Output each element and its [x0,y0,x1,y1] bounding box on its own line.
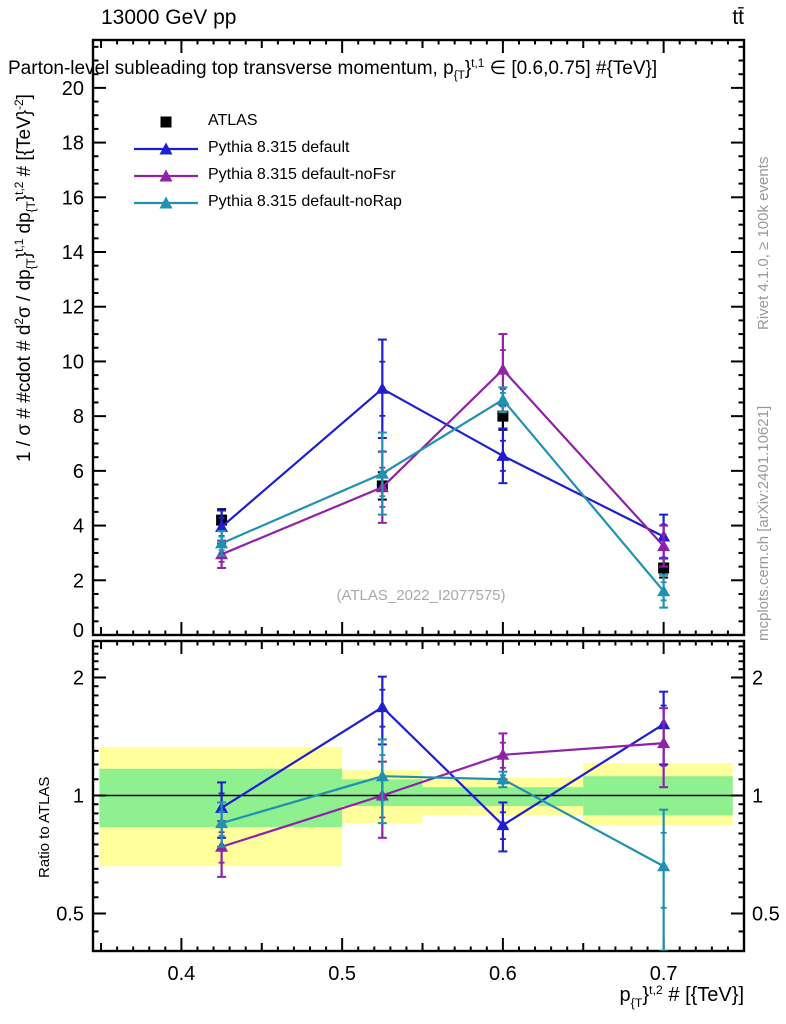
legend [133,112,402,211]
ratio-y-tick-label: 1 [72,785,84,808]
ratio-y-tick-label-right: 2 [752,667,764,690]
legend-item-label: Pythia 8.315 default-noFsr [208,166,396,183]
main-y-tick-label: 4 [72,515,84,538]
label-segment: Parton-level subleading top transverse momentum, p [8,58,454,79]
data-point-marker [215,537,228,549]
label-segment: } [14,251,35,259]
legend-square-marker-icon [133,113,199,129]
series-pythia-8-315-default-norap [215,387,670,607]
data-point-marker [376,701,389,713]
x-tick-label: 0.7 [649,963,678,985]
legend-line-marker-icon [133,167,199,183]
label-segment: {T [453,69,465,83]
main-y-tick-label: 12 [61,296,84,319]
label-segment: } [642,984,650,1006]
legend-item [133,112,402,130]
label-segment: 2 [12,318,26,325]
legend-item-label: Pythia 8.315 default [208,139,350,156]
analysis-id-watermark: (ATLAS_2022_I2077575) [336,587,506,604]
label-segment: {T [630,995,643,1010]
ratio-y-tick-label-right: 0.5 [752,903,780,926]
main-y-tick-label: 14 [61,242,84,265]
label-segment: {T [25,201,39,213]
data-point-marker [496,449,509,461]
label-segment: t,1 [471,56,485,70]
legend-item-label: ATLAS [208,112,258,129]
label-segment: dp [14,212,35,239]
mcplots-credit-note: mcplots.cern.ch [arXiv:2401.10621] [755,405,772,641]
legend-item [133,193,402,211]
main-y-tick-label: 18 [61,132,84,155]
plot-title [8,56,658,83]
label-segment: # [{TeV} [14,109,35,182]
ratio-uncertainty-bands [99,747,732,866]
data-point-marker [496,393,509,405]
legend-item [133,166,402,184]
main-y-tick-label: 2 [72,570,84,593]
label-segment: {T [25,258,39,270]
main-y-tick-label: 8 [72,406,84,429]
process-label: tt̄ [732,6,744,29]
data-point-marker [376,382,389,394]
label-segment: } [14,194,35,202]
main-y-axis-label [12,94,39,462]
ratio-y-axis-label: Ratio to ATLAS [36,776,53,878]
x-tick-label: 0.5 [328,963,357,985]
x-tick-label: 0.4 [167,963,196,985]
ratio-y-tick-label: 2 [72,667,84,690]
legend-line-marker-icon [133,140,199,156]
label-segment: ] [14,94,35,100]
main-panel-series [215,334,670,608]
label-segment: } [464,58,472,79]
data-point-marker [657,860,670,872]
series-pythia-8-315-default [215,340,670,559]
label-segment: -2 [12,99,26,110]
main-y-tick-label: 16 [61,187,84,210]
rivet-version-note: Rivet 4.1.0, ≥ 100k events [755,156,772,330]
label-segment: t,2 [649,982,663,997]
label-segment: p [619,984,631,1006]
label-segment: σ / dp [14,269,35,319]
main-y-tick-label: 0 [72,620,84,642]
ratio-y-tick-label: 0.5 [56,903,84,926]
legend-line-marker-icon [133,194,199,210]
x-axis-label [619,982,744,1010]
main-y-tick-label: 20 [61,77,84,100]
main-y-tick-label: 6 [72,460,84,483]
main-y-tick-label: 10 [61,351,84,374]
label-segment: ∈ [0.6,0.75] #{TeV}] [484,58,658,79]
x-tick-label: 0.6 [488,963,517,985]
beam-energy-label: 13000 GeV pp [101,6,237,29]
label-segment: t,2 [12,181,26,195]
data-point-marker [376,467,389,479]
label-segment: t,1 [12,238,26,252]
label-segment: 1 / σ # #cdot # d [14,324,35,462]
ratio-y-tick-label-right: 1 [752,785,764,808]
series-pythia-8-315-default-nofsr [215,334,670,568]
data-point-marker [496,363,509,375]
legend-item-label: Pythia 8.315 default-noRap [208,193,402,210]
legend-item [133,139,402,157]
label-segment: # [{TeV}] [662,984,744,1006]
